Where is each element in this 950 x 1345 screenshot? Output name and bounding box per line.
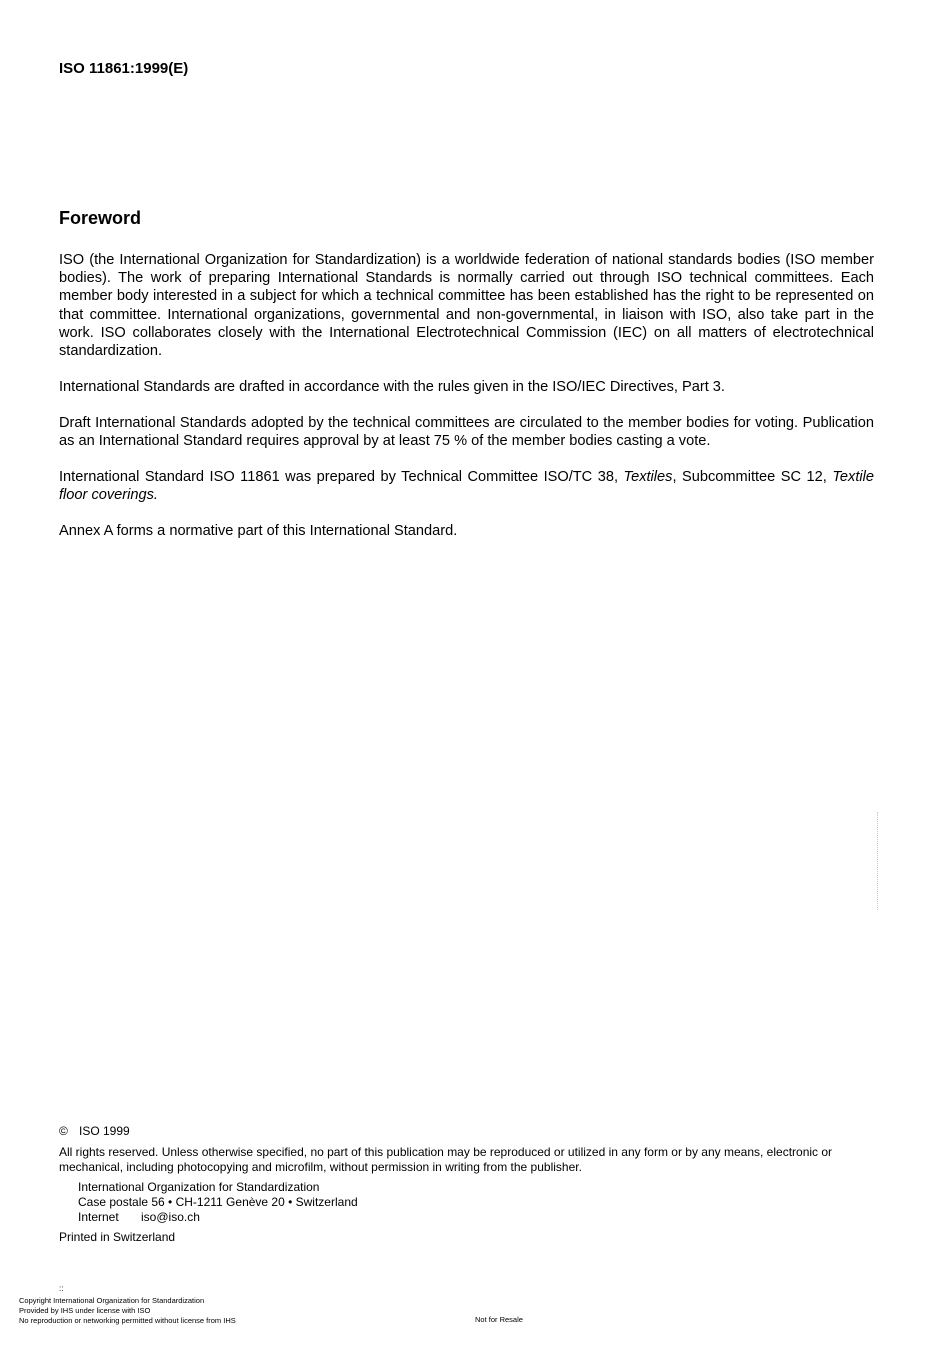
foreword-paragraph-committee (59, 468, 874, 504)
copyright-block (59, 1124, 874, 1245)
footer-dots: :: (59, 1284, 64, 1293)
foreword-paragraph-iso: ISO (the International Organization for Standardization) is a worldwide federation of national standards bodies (ISO member bodies). The work of preparing International Standards is normally carried out through ISO technical committees. Each member body interested in a subject for which a technical committee has been established has the right to be represented on that committee. International organizations, governmental and non-governmental, in liaison with ISO, also take part in the work. ISO collaborates closely with the International Electrotechnical Commission (IEC) on all matters of electrotechnical standardization. (59, 252, 874, 360)
subcommittee-name: Textile floor coverings. (59, 468, 874, 503)
publisher-name: International Organization for Standardization (78, 1180, 320, 1194)
copyright-symbol: © (59, 1124, 68, 1138)
foreword-heading: Foreword (59, 208, 142, 228)
committee-name: Textiles (623, 468, 673, 485)
internet-line (78, 1210, 874, 1225)
not-for-resale: Not for Resale (475, 1315, 523, 1324)
footer-copyright: Copyright International Organization for Standardization (19, 1296, 205, 1305)
publisher-address (78, 1180, 874, 1225)
committee-text: International Standard ISO 11861 was prepared by Technical Committee ISO/TC 38, (59, 468, 624, 485)
copyright-line (59, 1124, 874, 1139)
foreword-paragraph-annex: Annex A forms a normative part of this International Standard. (59, 522, 458, 539)
copyright-year: ISO 1999 (79, 1124, 130, 1138)
standard-identifier: ISO 11861:1999(E) (59, 60, 189, 77)
license-footer (19, 1286, 236, 1326)
foreword-paragraph-directives: International Standards are drafted in accordance with the rules given in the ISO/IEC Directives, Part 3. (59, 378, 725, 395)
rights-notice: All rights reserved. Unless otherwise specified, no part of this publication may be reproduced or utilized in any form or by any means, electronic or mechanical, including photocopying and microfilm, without permission in writing from the publisher. (59, 1145, 833, 1174)
email-address: iso@iso.ch (141, 1210, 200, 1224)
foreword-body (59, 251, 874, 557)
internet-label: Internet (78, 1210, 119, 1224)
footer-no-reproduction: No reproduction or networking permitted without license from IHS (19, 1316, 236, 1325)
printed-in: Printed in Switzerland (59, 1230, 176, 1244)
postal-address: Case postale 56 • CH-1211 Genève 20 • Switzerland (78, 1195, 358, 1209)
foreword-paragraph-voting: Draft International Standards adopted by the technical committees are circulated to the member bodies for voting. Publication as an International Standard requires approval by at least 75 % of the member bodies casting a vote. (59, 414, 874, 449)
footer-provided: Provided by IHS under license with ISO (19, 1306, 151, 1315)
subcommittee-text: , Subcommittee SC 12, (672, 468, 833, 485)
crop-mark (877, 812, 880, 910)
